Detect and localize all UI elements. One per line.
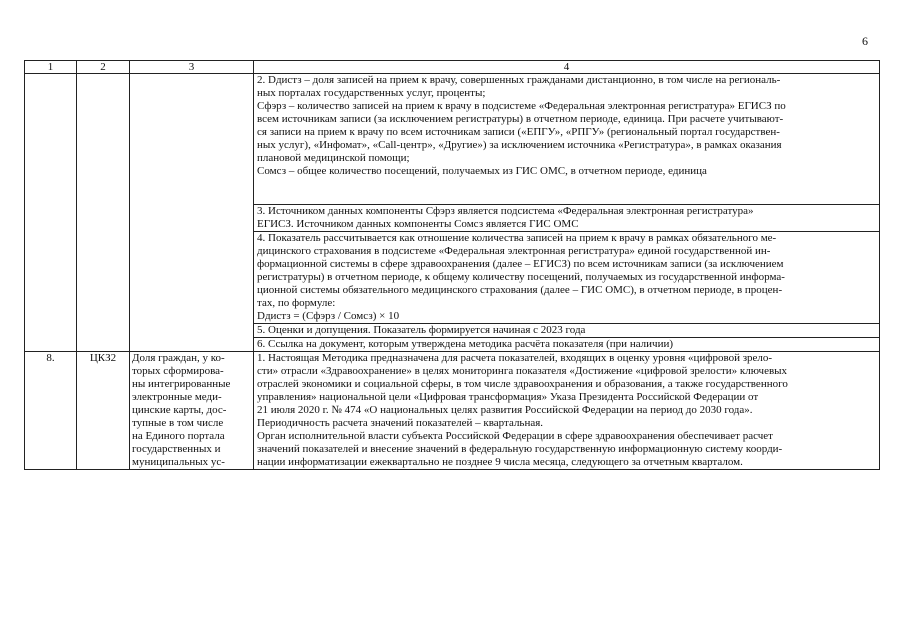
- methodology-table: [24, 60, 880, 470]
- method-segment-6: 6. Ссылка на документ, которым утверждена методика расчёта показателя (при наличии): [254, 338, 880, 352]
- table-row-8: [25, 352, 880, 470]
- header-col-3: 3: [130, 61, 254, 74]
- empty-cell: [130, 74, 254, 352]
- method-segment-5: 5. Оценки и допущения. Показатель формируется начиная с 2023 года: [254, 324, 880, 338]
- indicator-name: Доля граждан, у ко- торых сформирова- ны интегрированные электронные меди- цинские карты, дос- тупные в том числе на Единого портала государственных и муниципальных ус-: [130, 352, 254, 470]
- empty-cell: [25, 74, 77, 352]
- header-col-2: 2: [77, 61, 130, 74]
- empty-cell: [77, 74, 130, 352]
- method-segment-3: 3. Источником данных компоненты Сфэрз является подсистема «Федеральная электронная регистратура» ЕГИСЗ. Источником данных компоненты Сомсз является ГИС ОМС: [254, 205, 880, 232]
- table-row-continued: [25, 74, 880, 205]
- method-segment-2: 2. Dдистз – доля записей на прием к врачу, совершенных гражданами дистанционно, в том числе на региональ- ных порталах государственных услуг, проценты; Сфэрз – количество записей на прием к врачу в подсистеме «Федеральная электронная регистратура» ЕГИСЗ по всем источникам записи (за исключением регистратуры) в отчетном периоде, единица. При расчете учитывают- ся записи на прием к врачу по всем источникам записи («ЕПГУ», «РПГУ» (региональный портал государствен- ных услуг), «Инфомат», «Call-центр», «Другие») за исключением источника «Регистратура», в рамках оказания плановой медицинской помощи; Сомсз – общее количество посещений, получаемых из ГИС ОМС, в отчетном периоде, единица: [254, 74, 880, 205]
- header-col-4: 4: [254, 61, 880, 74]
- method-text: 1. Настоящая Методика предназначена для расчета показателей, входящих в оценку уровня «цифровой зрело- сти» отрасли «Здравоохранение» в целях мониторинга показателя «Достижение «цифровой зрелости» ключевых отраслей экономики и социальной сферы, в том числе здравоохранения и образования, а также государственного управления» национальной цели «Цифровая трансформация» Указа Президента Российской Федерации от 21 июля 2020 г. № 474 «О национальных целях развития Российской Федерации на период до 2030 года». Периодичность расчета значений показателей – квартальная. Орган исполнительной власти субъекта Российской Федерации в сфере здравоохранения обеспечивает расчет значений показателей и внесение значений в федеральную государственную информационную систему коорди- нации информатизации ежеквартально не позднее 9 числа месяца, следующего за отчетным кварталом.: [254, 352, 880, 470]
- page-number: 6: [862, 34, 868, 48]
- method-segment-4: 4. Показатель рассчитывается как отношение количества записей на прием к врачу в рамках обязательного ме- дицинского страхования в подсистеме «Федеральная электронная регистратура» единой государственной ин- формационной системы в сфере здравоохранения (далее – ЕГИСЗ) по всем источникам записи (за исключением регистратуры) в отчетном периоде, к общему количеству посещений, получаемых из государственной информа- ционной системы обязательного медицинского страхования (далее – ГИС ОМС), в отчетном периоде, в процен- тах, по формуле: Dдистз = (Сфэрз / Сомсз) × 10: [254, 232, 880, 324]
- row-number: 8.: [25, 352, 77, 470]
- header-col-1: 1: [25, 61, 77, 74]
- row-code: ЦКЗ2: [77, 352, 130, 470]
- header-row: [25, 61, 880, 74]
